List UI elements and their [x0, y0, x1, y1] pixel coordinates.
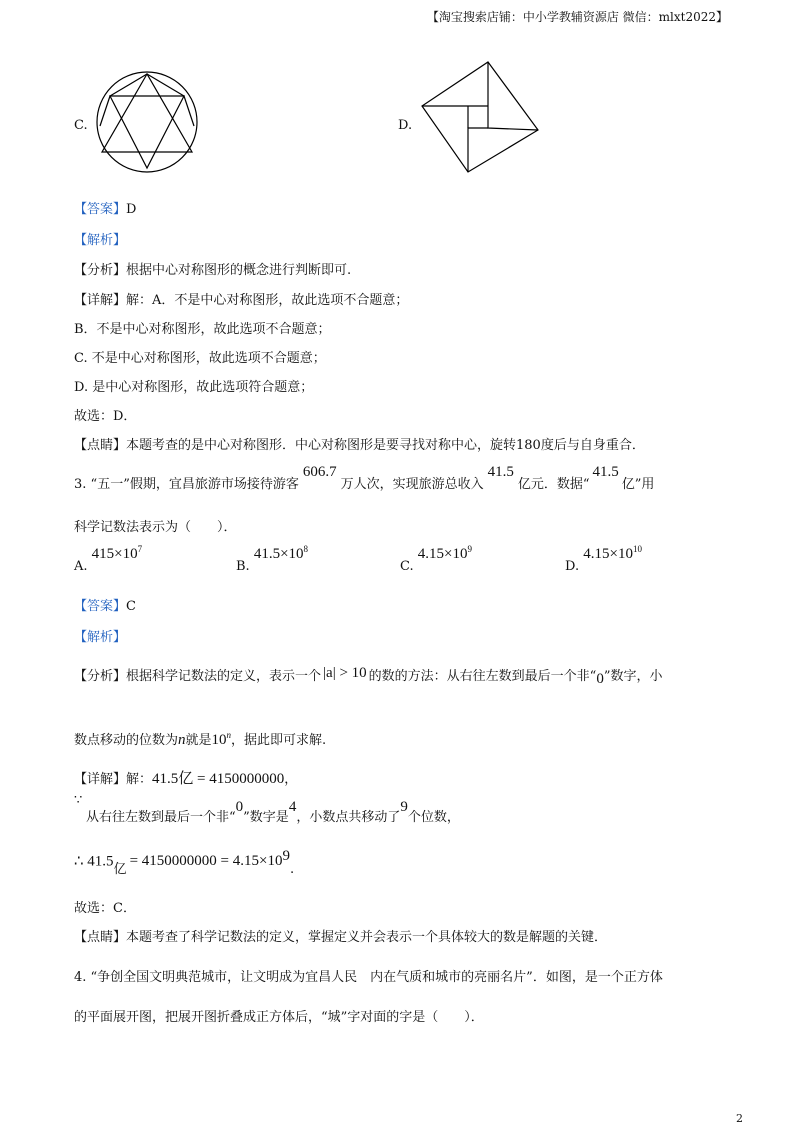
page-number: 2: [736, 1112, 743, 1125]
q3-option-c[interactable]: C. $4.15\times 10^9$: [400, 544, 472, 574]
q3-option-b[interactable]: B. $41.5\times 10^8$: [236, 544, 309, 574]
q3-analysis-line2: 数点移动的位数为n就是10$^n$，据此即可求解.: [74, 730, 327, 748]
q3-detail-line: 【详解】解：41.5亿 = 4150000000，: [74, 771, 298, 787]
q2-line-b: B．不是中心对称图形，故此选项不合题意；: [74, 322, 331, 337]
q3-question-line1: 3. “五一”假期，宜昌旅游市场接待游客606.7万人次，实现旅游总收入41.5亿元．数据“41.5亿”用: [74, 464, 655, 492]
q2-analysis-tag: 【解析】: [74, 233, 127, 248]
option-c-label: C.: [74, 118, 88, 133]
q2-comment: 【点睛】本题考查的是中心对称图形．中心对称图形是要寻找对称中心，旋转180度后与自身重合．: [74, 438, 645, 453]
q3-choose: 故选：C．: [74, 901, 136, 916]
q2-answer: 【答案】D: [74, 202, 137, 217]
q3-question-line2: 科学记数法表示为（ ）．: [74, 520, 237, 535]
q2-line-d: D. 是中心对称图形，故此选项符合题意；: [74, 380, 314, 395]
q2-detail-line: 【详解】解：A．不是中心对称图形，故此选项不合题意；: [74, 293, 409, 308]
q3-therefore-line: ∴ 41.5亿= $4150000000 = 4.15\times 10^9$.: [74, 848, 295, 878]
q2-line-c: C. 不是中心对称图形，故此选项不合题意；: [74, 351, 326, 366]
q2-analysis-line: 【分析】根据中心对称图形的概念进行判断即可.: [74, 263, 352, 278]
q4-question-line2: 的平面展开图，把展开图折叠成正方体后，“城”字对面的字是（ ）．: [74, 1010, 484, 1025]
figure-d-square-pinwheel: [420, 60, 540, 176]
q3-analysis-tag: 【解析】: [74, 630, 127, 645]
q3-analysis-line1: 【分析】根据科学记数法的定义，表示一个 |a| > 10 的数的方法：从右往左数到最后一个非“0”数字，小: [74, 665, 663, 687]
q3-option-a[interactable]: A. $415\times 10^7$: [74, 544, 143, 574]
q3-detail-step: 从右往左数到最后一个非“0”数字是4，小数点共移动了9个位数，: [86, 799, 460, 825]
q3-because-symbol: ∵: [74, 793, 83, 808]
q2-choose: 故选：D．: [74, 409, 137, 424]
page-header: 【淘宝搜索店铺：中小学教辅资源店 微信：mlxt2022】: [426, 10, 728, 24]
option-d-label: D.: [398, 118, 413, 133]
q3-option-d[interactable]: D. $4.15\times 10^{10}$: [565, 544, 642, 574]
q3-answer: 【答案】C: [74, 599, 136, 614]
figure-c-circle-triangles: [92, 66, 202, 178]
q3-comment: 【点睛】本题考查了科学记数法的定义，掌握定义并会表示一个具体较大的数是解题的关键．: [74, 930, 608, 945]
q4-question-line1: 4. “争创全国文明典范城市，让文明成为宜昌人民 内在气质和城市的亮丽名片”．如图，是一个正方体: [74, 970, 663, 985]
